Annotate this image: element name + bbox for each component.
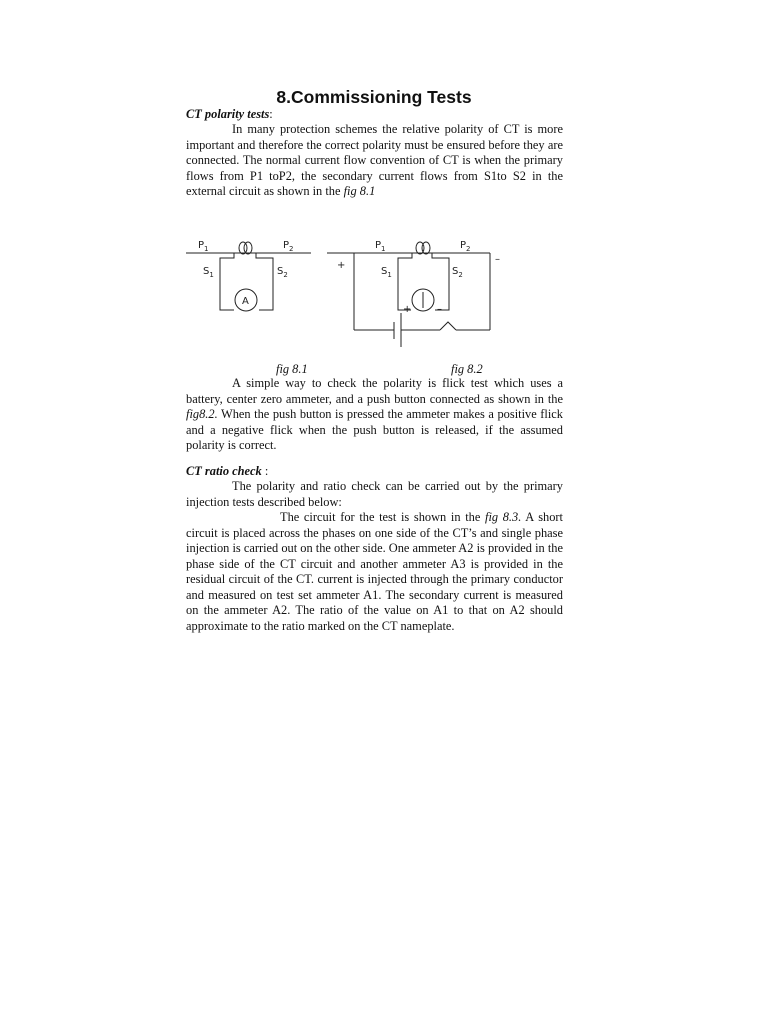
label-s1: $S_1$ bbox=[203, 266, 214, 279]
para-text: A short circuit is placed across the phases on one side of the CT’s and single phase injection is carried out on the other side. One ammeter A2 is provided in the phase side of the CT circuit and another ammeter A3 is provided in the residual circuit of the CT. current is injected through the primary conductor and measured on test set ammeter A1. The secondary current is measured on the ammeter A2. The ratio of the value on A1 to that on A2 should approximate to the ratio marked on the CT nameplate. bbox=[186, 510, 563, 633]
label-s2: $S_2$ bbox=[277, 266, 288, 279]
section-heading-ct-ratio bbox=[186, 464, 268, 480]
label-s2-fig2: $S_2$ bbox=[452, 266, 463, 279]
label-p1: $P_1$ bbox=[198, 240, 209, 253]
label-s1-fig2: $S_1$ bbox=[381, 266, 392, 279]
figure-reference: fig 8.1 bbox=[343, 184, 376, 198]
label-meter-minus: – bbox=[437, 304, 442, 315]
label-p1-fig2: $P_1$ bbox=[375, 240, 386, 253]
para-text: A simple way to check the polarity is flick test which uses a battery, center zero ammeter, and a push button connected as shown in the bbox=[186, 376, 563, 406]
label-meter-plus: + bbox=[403, 304, 412, 315]
label-ammeter: A bbox=[242, 296, 249, 307]
heading-suffix: : bbox=[269, 107, 273, 121]
fig-8-2-diagram bbox=[327, 242, 490, 347]
heading-suffix: : bbox=[261, 464, 269, 478]
caption-fig-8-2: fig 8.2 bbox=[451, 362, 483, 376]
para-text: The circuit for the test is shown in the bbox=[280, 510, 485, 524]
label-p2-fig2: $P_2$ bbox=[460, 240, 471, 253]
heading-text: CT polarity tests bbox=[186, 107, 270, 121]
para-text: In many protection schemes the relative polarity of CT is more important and therefore the correct polarity must be ensured before they are connected. The normal current flow convention of CT is when the primary flows from P1 toP2, the secondary current flows from S1to S2 in the external circuit as shown in the bbox=[186, 122, 563, 198]
figure-reference: fig8.2. bbox=[186, 407, 218, 421]
push-button-icon bbox=[440, 322, 456, 330]
label-minus: – bbox=[495, 254, 500, 265]
label-p2: $P_2$ bbox=[283, 240, 294, 253]
caption-fig-8-1: fig 8.1 bbox=[276, 362, 308, 376]
paragraph-flick-test bbox=[186, 376, 563, 454]
label-plus: + bbox=[337, 260, 346, 271]
paragraph-ratio-intro bbox=[186, 479, 563, 510]
para-text: The polarity and ratio check can be carried out by the primary injection tests described below: bbox=[186, 479, 563, 509]
heading-text: CT ratio check bbox=[186, 464, 262, 478]
figure-reference: fig 8.3. bbox=[485, 510, 522, 524]
page-title: 8.Commissioning Tests bbox=[276, 87, 472, 107]
paragraph-ratio-test bbox=[186, 510, 563, 634]
para-text: When the push button is pressed the ammeter makes a positive flick and a negative flick when the push button is released, if the assumed polarity is correct. bbox=[186, 407, 563, 452]
